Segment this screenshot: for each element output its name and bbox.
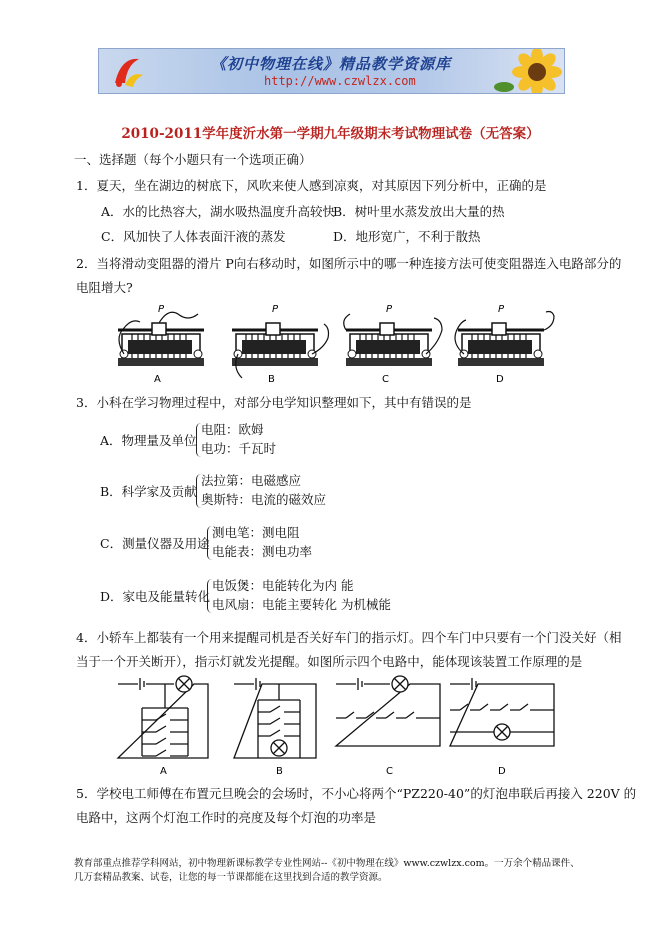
circuit-label-a: A bbox=[160, 766, 167, 777]
question-1-option-a: A．水的比热容大，湖水吸热温度升高较快 bbox=[101, 204, 336, 219]
slider-p-label-c: P bbox=[386, 304, 393, 315]
option-c-item-1: 测电笔：测电阻 bbox=[212, 525, 300, 540]
question-5-stem: 5．学校电工师傅在布置元旦晚会的会场时，不小心将两个“PZ220-40”的灯泡串联后再接入 220V 的 bbox=[76, 786, 637, 801]
question-4-stem-continued: 当于一个开关断开），指示灯就发光提醒。如图所示四个电路中，能体现该装置工作原理的是 bbox=[76, 654, 583, 669]
header-banner bbox=[98, 48, 565, 94]
figure-label-c: C bbox=[382, 374, 389, 385]
rheostat-c bbox=[344, 314, 442, 366]
rheostat-b bbox=[232, 323, 329, 378]
question-5-stem-continued: 电路中，这两个灯泡工作时的亮度及每个灯泡的功率是 bbox=[76, 810, 377, 825]
slider-p-label-b: P bbox=[272, 304, 279, 315]
option-a-item-2: 电功：千瓦时 bbox=[201, 441, 277, 456]
rheostat-a bbox=[118, 312, 204, 366]
option-b-item-2: 奥斯特：电流的磁效应 bbox=[201, 492, 327, 507]
car-door-circuit-figure bbox=[110, 674, 560, 778]
circuit-label-c: C bbox=[386, 766, 393, 777]
page-footer bbox=[74, 857, 594, 885]
footer-line-2: 几万套精品教案、试卷，让您的每一节课都能在这里找到合适的教学资源。 bbox=[74, 872, 388, 883]
section-heading: 一、选择题（每个小题只有一个选项正确） bbox=[74, 152, 312, 167]
banner-url[interactable]: http://www.czwlzx.com bbox=[264, 74, 416, 88]
option-b-item-1: 法拉第：电磁感应 bbox=[201, 473, 302, 488]
question-1-stem: 1．夏天，坐在湖边的树底下，风吹来使人感到凉爽，对其原因下列分析中，正确的是 bbox=[76, 178, 547, 193]
question-4-stem: 4．小轿车上都装有一个用来提醒司机是否关好车门的指示灯。四个车门中只要有一个门没关好（相 bbox=[76, 630, 622, 645]
option-d-label: D．家电及能量转化 bbox=[100, 589, 211, 604]
slider-p-label-a: P bbox=[158, 304, 165, 315]
question-2-stem-continued: 电阻增大? bbox=[76, 280, 133, 295]
circuit-a bbox=[118, 676, 208, 758]
rheostat-d bbox=[455, 312, 554, 367]
option-a-item-1: 电阻：欧姆 bbox=[201, 422, 264, 437]
footer-line-1: 教育部重点推荐学科网站，初中物理新课标教学专业性网站--《初中物理在线》www.czwlzx.com。一万余个精品课件、 bbox=[74, 858, 580, 869]
circuit-label-b: B bbox=[276, 766, 283, 777]
option-d-item-1: 电饭煲：电能转化为内 能 bbox=[212, 578, 354, 593]
circuit-b bbox=[234, 678, 316, 758]
sunflower-icon bbox=[492, 48, 562, 94]
option-c-label: C．测量仪器及用途 bbox=[100, 536, 210, 551]
option-d-item-2: 电风扇：电能主要转化 为机械能 bbox=[212, 597, 391, 612]
rheostat-figure bbox=[118, 300, 558, 386]
question-1-option-b: B．树叶里水蒸发放出大量的热 bbox=[333, 204, 505, 219]
circuit-label-d: D bbox=[498, 766, 506, 777]
document-title: 2010-2011学年度沂水第一学期九年级期末考试物理试卷（无答案） bbox=[121, 126, 540, 142]
question-2-stem: 2．当将滑动变阻器的滑片 P向右移动时，如图所示中的哪一种连接方法可使变阻器连入电路部分的 bbox=[76, 256, 622, 271]
figure-label-d: D bbox=[496, 374, 504, 385]
option-a-label: A．物理量及单位 bbox=[100, 433, 197, 448]
question-3-stem: 3．小科在学习物理过程中，对部分电学知识整理如下，其中有错误的是 bbox=[76, 395, 472, 410]
slider-p-label-d: P bbox=[498, 304, 505, 315]
option-b-label: B．科学家及贡献 bbox=[100, 484, 197, 499]
circuit-d bbox=[450, 678, 554, 746]
figure-label-a: A bbox=[154, 374, 161, 385]
circuit-c bbox=[336, 676, 440, 746]
question-1-option-d: D．地形宽广，不利于散热 bbox=[333, 229, 481, 244]
site-logo-icon bbox=[109, 53, 147, 89]
banner-title: 《初中物理在线》精品教学资源库 bbox=[211, 55, 452, 73]
option-c-item-2: 电能表：测电功率 bbox=[212, 544, 313, 559]
figure-label-b: B bbox=[268, 374, 275, 385]
question-1-option-c: C．风加快了人体表面汗液的蒸发 bbox=[101, 229, 286, 244]
